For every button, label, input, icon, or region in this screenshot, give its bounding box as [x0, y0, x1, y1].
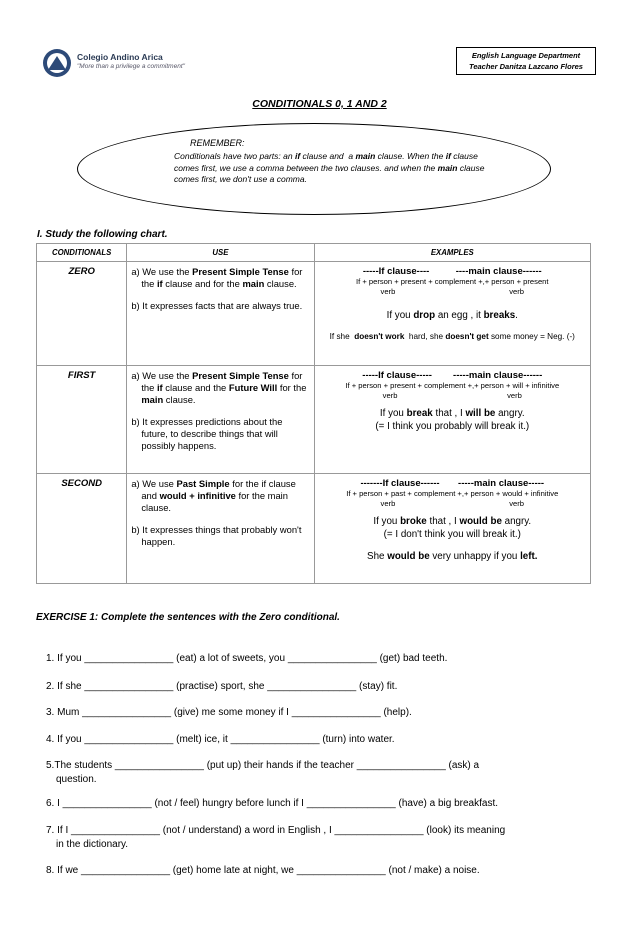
conditional-name: FIRST — [37, 366, 127, 474]
exercise-item-8: 8. If we ________________ (get) home late at night, we ________________ (not / make) a noise. — [46, 865, 480, 876]
structure: If + person + present + complement +,+ person + will + infinitive — [345, 381, 560, 390]
school-name: Colegio Andino Arica — [77, 52, 163, 62]
examples-cell — [314, 366, 590, 474]
use-b: b) It expresses facts that are always true. — [131, 300, 303, 311]
section-title: I. Study the following chart. — [37, 229, 168, 240]
structure: If + person + past + complement +,+ person + would + infinitive — [346, 489, 559, 498]
conditional-name: SECOND — [37, 474, 127, 584]
use-b: b) It expresses predictions about the future, to describe things that will possibly happens. — [131, 416, 283, 451]
table-row — [37, 474, 591, 584]
example-note: (= I think you probably will break it.) — [375, 421, 530, 432]
clause-header: -----If clause----- -----main clause------ — [362, 370, 543, 381]
example-note: (= I don't think you will break it.) — [383, 529, 521, 540]
exercise-item-7-line1: 7. If I ________________ (not / understand) a word in English , I ________________ (look) its meaning — [46, 825, 506, 836]
exercise-item-1: 1. If you ________________ (eat) a lot of sweets, you ________________ (get) bad teeth. — [46, 653, 448, 664]
verb-labels: verb verb — [380, 499, 525, 508]
examples-cell — [314, 474, 590, 584]
use-cell — [127, 262, 314, 366]
use-cell — [127, 366, 314, 474]
table-header-row — [37, 244, 591, 262]
exercise-item-4: 4. If you ________________ (melt) ice, it ________________ (turn) into water. — [46, 734, 395, 745]
examples-cell — [314, 262, 590, 366]
exercise-item-5 — [46, 759, 606, 787]
exercise-item-7 — [46, 824, 606, 852]
school-tagline: "More than a privilege a commitment" — [77, 63, 185, 70]
conditionals-chart — [36, 243, 591, 584]
exercise-item-5-line2: question. — [56, 774, 97, 785]
col-header-conditionals: CONDITIONALS — [37, 244, 127, 262]
example-sentence: If you break that , I will be angry. — [379, 408, 525, 419]
exercise-item-2: 2. If she ________________ (practise) sport, she ________________ (stay) fit. — [46, 681, 398, 692]
structure: If + person + present + complement +,+ person + present — [356, 277, 549, 286]
use-b: b) It expresses things that probably won't happen. — [131, 524, 302, 547]
example-note: If she doesn't work hard, she doesn't get some money = Neg. (-) — [329, 332, 575, 341]
example-sentence: If you broke that , I would be angry. — [373, 516, 532, 527]
example-sentence: If you drop an egg , it breaks. — [386, 310, 518, 321]
use-a: a) We use the Present Simple Tense for the if clause and for the main clause. — [131, 266, 303, 289]
department-name: English Language Department — [471, 51, 581, 60]
col-header-use: USE — [127, 244, 314, 262]
school-crest-icon — [42, 48, 72, 78]
clause-header: -----If clause---- ----main clause------ — [362, 266, 542, 277]
exercise-item-5-line1: 5.The students ________________ (put up) their hands if the teacher ________________ (ask) a — [46, 760, 480, 771]
col-header-examples: EXAMPLES — [314, 244, 590, 262]
use-a: a) We use the Present Simple Tense for the if clause and the Future Will for the main clause. — [131, 370, 307, 405]
example-sentence-2: She would be very unhappy if you left. — [367, 551, 538, 562]
school-logo — [42, 48, 212, 82]
table-row — [37, 366, 591, 474]
table-row — [37, 262, 591, 366]
conditional-name: ZERO — [37, 262, 127, 366]
exercise-item-3: 3. Mum ________________ (give) me some money if I ________________ (help). — [46, 707, 412, 718]
page-title: CONDITIONALS 0, 1 AND 2 — [252, 98, 387, 110]
verb-labels: verb verb — [380, 287, 525, 296]
verb-labels: verb verb — [382, 391, 522, 400]
remember-heading: REMEMBER: — [190, 138, 245, 148]
exercise-item-6: 6. I ________________ (not / feel) hungry before lunch if I ________________ (have) a big breakfast. — [46, 798, 499, 809]
remember-text: Conditionals have two parts: an if clause and a main clause. When the if clause comes first, we use a comma between the two clauses. and when the main clause comes first, we don't use a comma. — [174, 151, 485, 184]
department-box — [456, 47, 596, 75]
use-cell — [127, 474, 314, 584]
exercise-item-7-line2: in the dictionary. — [56, 839, 129, 850]
clause-header: -------If clause------ -----main clause----- — [360, 478, 545, 489]
use-a: a) We use Past Simple for the if clause and would + infinitive for the main clause. — [131, 478, 296, 513]
exercise-title: EXERCISE 1: Complete the sentences with the Zero conditional. — [36, 612, 340, 623]
teacher-name: Teacher Danitza Lazcano Flores — [469, 62, 583, 71]
